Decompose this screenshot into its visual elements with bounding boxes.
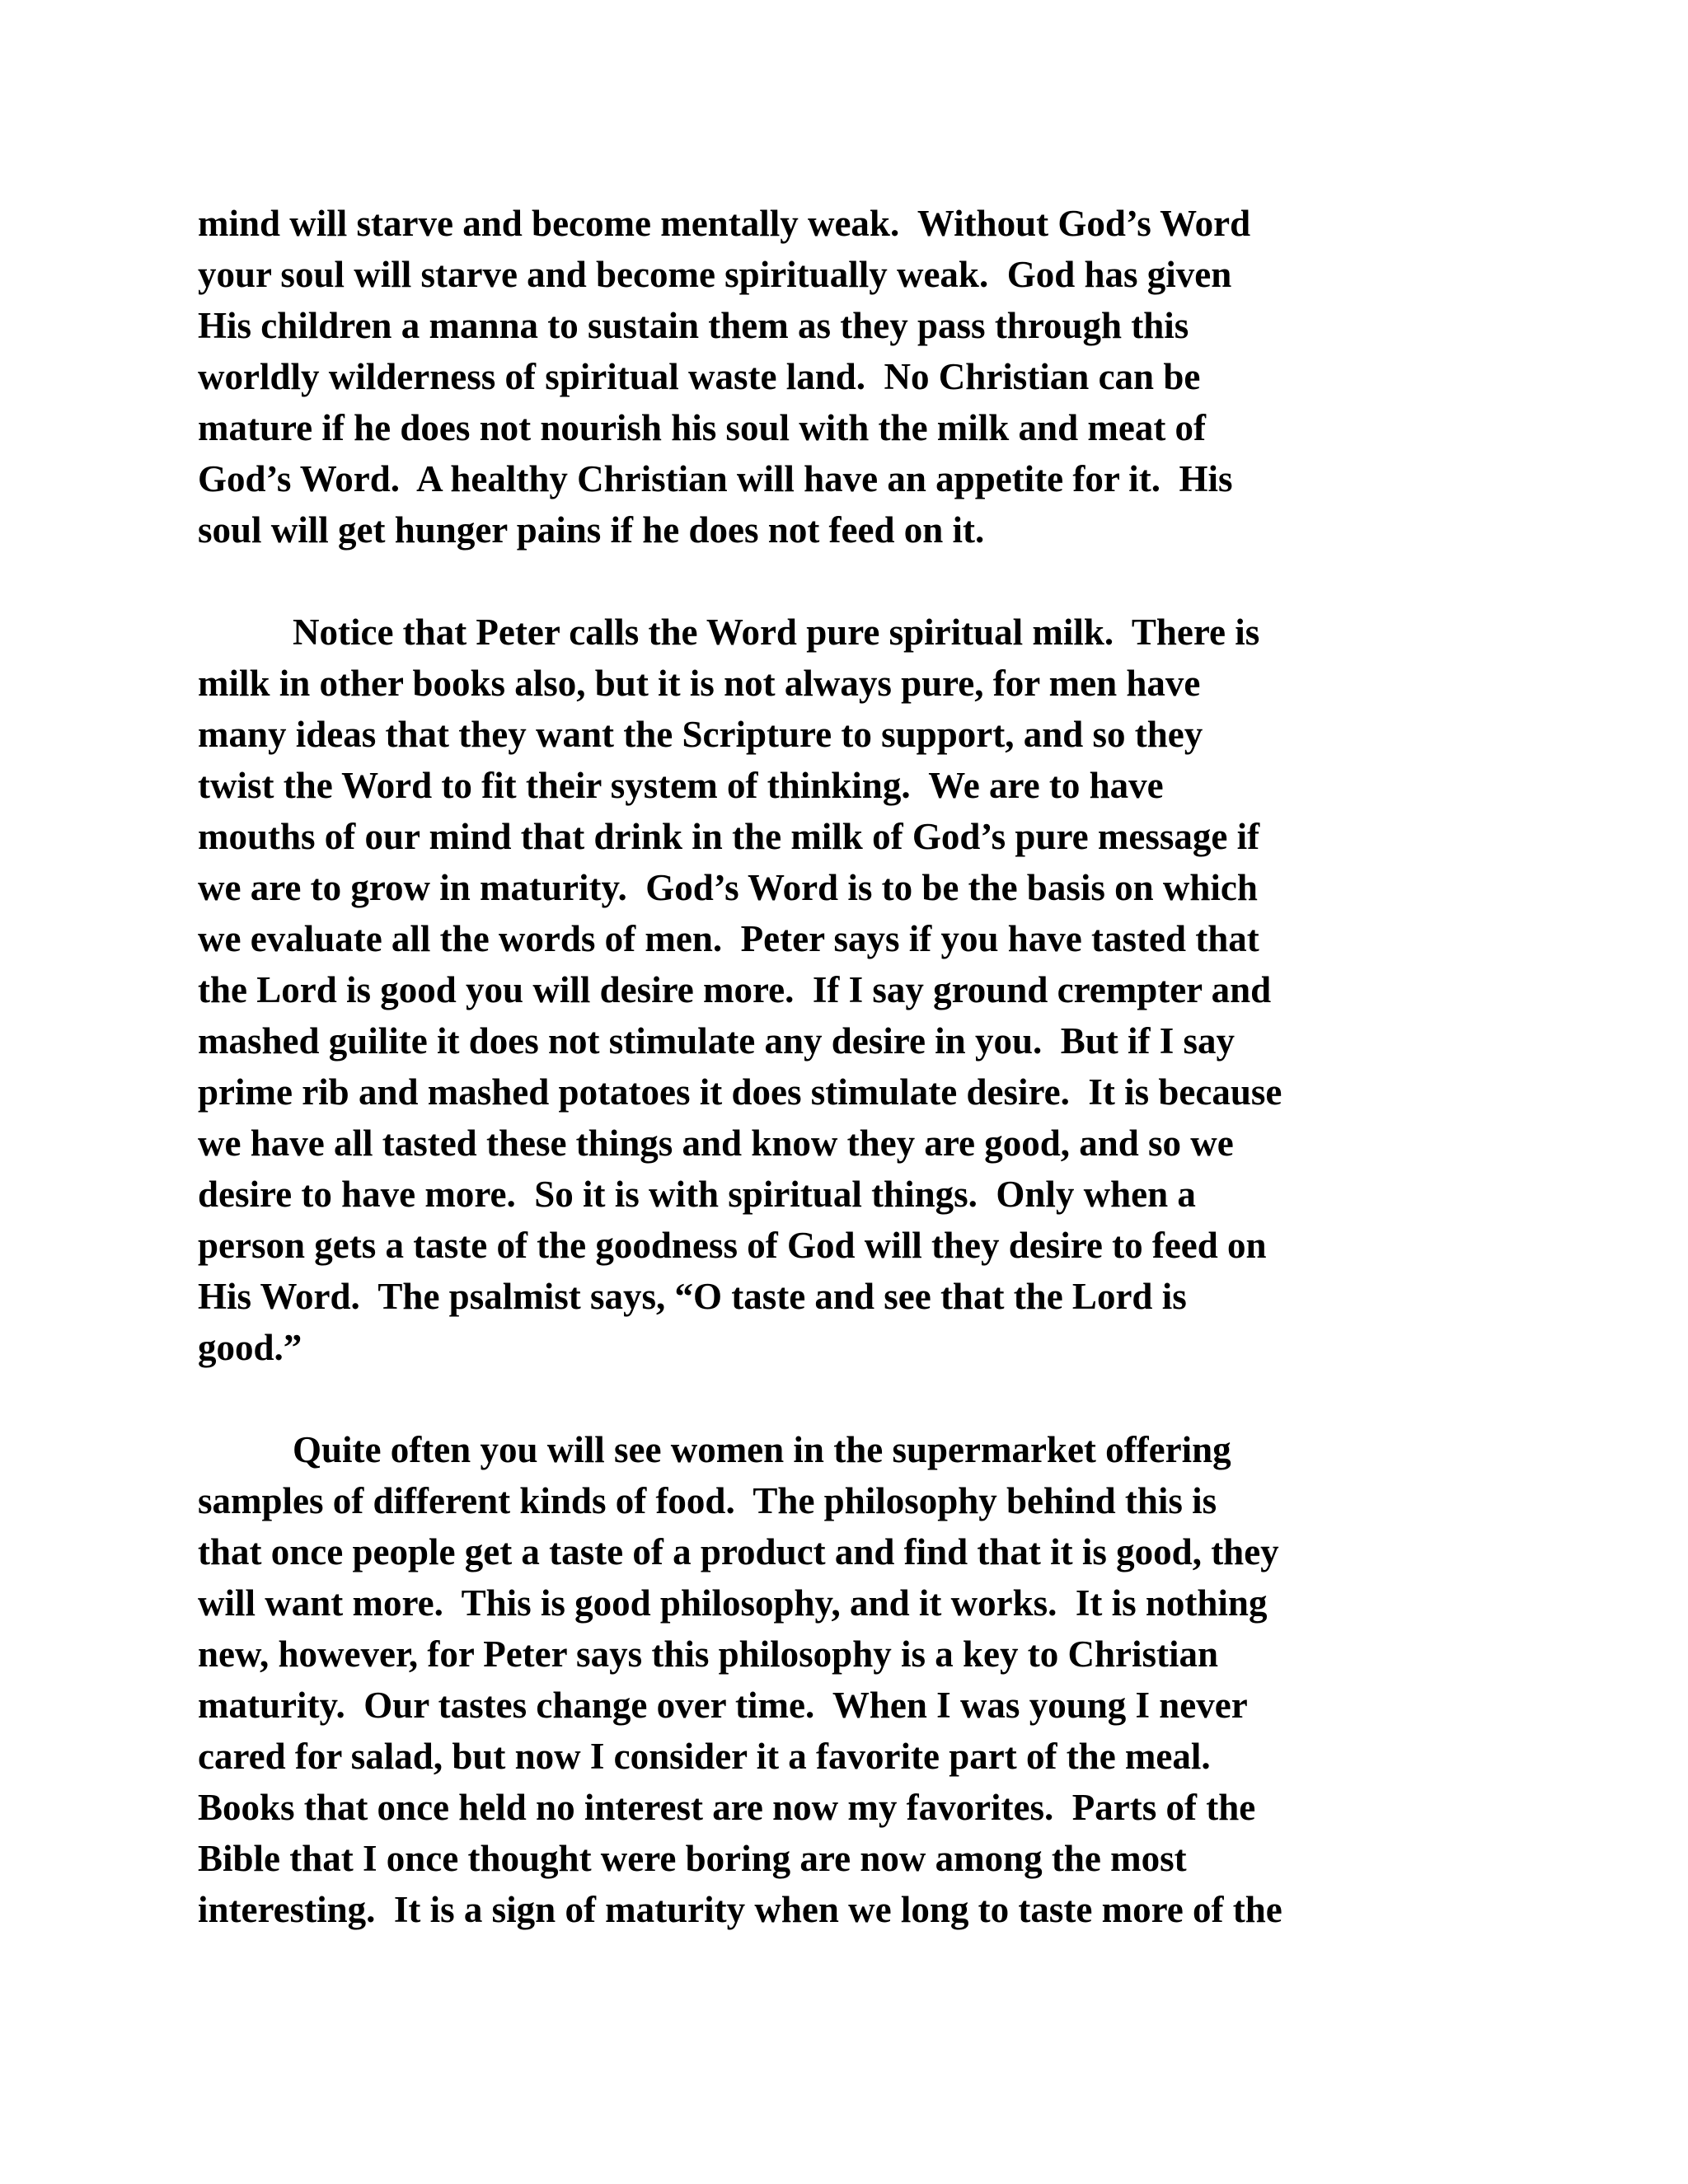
text-line: good.” [198, 1327, 302, 1368]
body-text [198, 198, 1500, 1935]
paragraph-3 [198, 1424, 1500, 1935]
text-line: God’s Word. A healthy Christian will have an appetite for it. His [198, 458, 1233, 499]
text-line: desire to have more. So it is with spiritual things. Only when a [198, 1174, 1196, 1215]
text-line: person gets a taste of the goodness of God will they desire to feed on [198, 1225, 1267, 1266]
text-line: maturity. Our tastes change over time. When I was young I never [198, 1685, 1248, 1726]
text-line: many ideas that they want the Scripture to support, and so they [198, 714, 1203, 755]
text-line: the Lord is good you will desire more. If I say ground crempter and [198, 969, 1272, 1010]
text-line-first: Quite often you will see women in the supermarket offering [293, 1429, 1231, 1470]
text-line: we are to grow in maturity. God’s Word is to be the basis on which [198, 867, 1258, 908]
text-line: Books that once held no interest are now my favorites. Parts of the [198, 1787, 1256, 1828]
text-line: cared for salad, but now I consider it a favorite part of the meal. [198, 1736, 1211, 1777]
text-line: twist the Word to fit their system of thinking. We are to have [198, 765, 1164, 806]
text-line: milk in other books also, but it is not always pure, for men have [198, 663, 1201, 704]
text-line: interesting. It is a sign of maturity when we long to taste more of the [198, 1889, 1282, 1930]
text-line: Bible that I once thought were boring are now among the most [198, 1838, 1187, 1879]
text-line: samples of different kinds of food. The philosophy behind this is [198, 1480, 1217, 1521]
paragraph-2 [198, 607, 1500, 1373]
paragraph-1 [198, 198, 1500, 555]
text-line: prime rib and mashed potatoes it does stimulate desire. It is because [198, 1071, 1282, 1113]
text-line: soul will get hunger pains if he does not feed on it. [198, 509, 985, 551]
text-line: His children a manna to sustain them as they pass through this [198, 305, 1189, 346]
text-line-first: Notice that Peter calls the Word pure spiritual milk. There is [293, 612, 1260, 653]
text-line: we evaluate all the words of men. Peter says if you have tasted that [198, 918, 1259, 959]
paragraph-spacer [198, 555, 1500, 607]
text-line: His Word. The psalmist says, “O taste and see that the Lord is [198, 1276, 1187, 1317]
paragraph-spacer [198, 1373, 1500, 1424]
text-line: that once people get a taste of a product and find that it is good, they [198, 1531, 1279, 1572]
text-line: mature if he does not nourish his soul with the milk and meat of [198, 407, 1207, 448]
text-line: we have all tasted these things and know they are good, and so we [198, 1122, 1234, 1164]
text-line: mind will starve and become mentally weak. Without God’s Word [198, 203, 1251, 244]
text-line: will want more. This is good philosophy, and it works. It is nothing [198, 1582, 1268, 1624]
text-line: new, however, for Peter says this philosophy is a key to Christian [198, 1633, 1219, 1675]
text-line: worldly wilderness of spiritual waste land. No Christian can be [198, 356, 1201, 397]
text-line: mouths of our mind that drink in the milk of God’s pure message if [198, 816, 1260, 857]
text-line: mashed guilite it does not stimulate any desire in you. But if I say [198, 1020, 1236, 1062]
text-line: your soul will starve and become spiritually weak. God has given [198, 254, 1232, 295]
